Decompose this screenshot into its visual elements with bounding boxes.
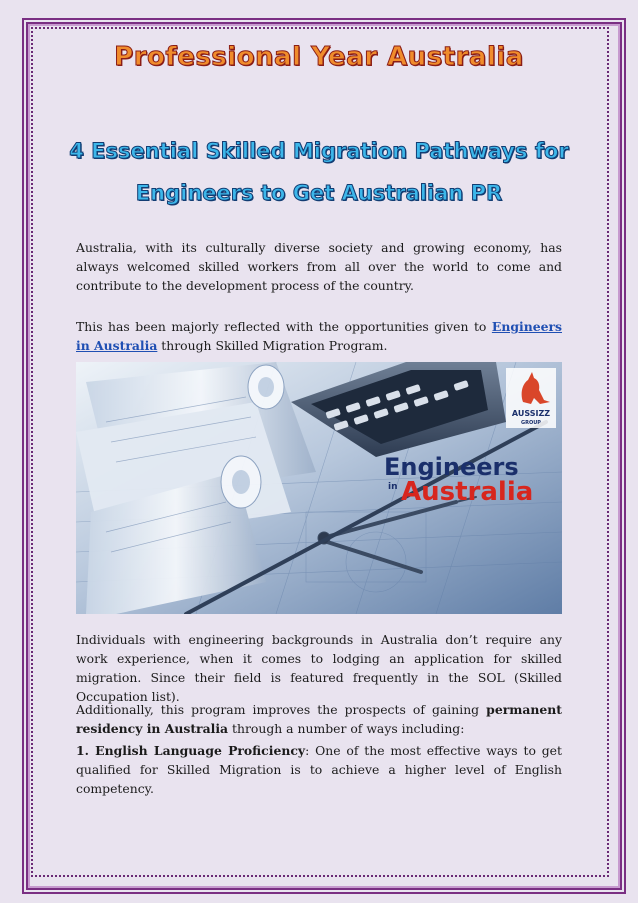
- pathway-english-proficiency: [76, 741, 562, 798]
- paragraph-additionally-prefix: Additionally, this program improves the prospects of gaining: [76, 702, 487, 717]
- paragraph-engineers-suffix: through Skilled Migration Program.: [157, 338, 388, 353]
- pathway-english-proficiency-label: 1. English Language Proficiency: [76, 743, 306, 758]
- paragraph-engineers-prefix: This has been majorly reflected with the opportunities given to: [76, 319, 492, 334]
- image-heading-engineers: Engineers: [384, 453, 519, 481]
- engineers-in-australia-image: [76, 362, 562, 614]
- page-title: Professional Year Australia: [114, 42, 524, 72]
- engineers-in-australia-link[interactable]: Engineers in Australia: [76, 319, 562, 353]
- paragraph-experience-text: Individuals with engineering backgrounds in Australia don’t require any work experience, when it comes to lodging an application for skilled migration. Since their field is featured frequently in the SOL (Skilled Occupation list).: [76, 632, 562, 704]
- blueprint-illustration: [76, 362, 562, 614]
- article-heading-line-1: 4 Essential Skilled Migration Pathways for: [69, 139, 569, 163]
- permanent-residency-emphasis: permanent residency in Australia: [76, 702, 562, 736]
- image-heading-in: in: [388, 482, 398, 492]
- paragraph-engineers-text: [76, 317, 562, 355]
- paragraph-experience: [76, 630, 562, 706]
- paragraph-additionally: [76, 700, 562, 738]
- article-heading: [60, 130, 578, 214]
- paragraph-intro-text: Australia, with its culturally diverse society and growing economy, has always welcomed skilled workers from all over the world to come and contribute to the development process of the country.: [76, 240, 562, 293]
- paragraph-intro: [76, 238, 562, 295]
- paragraph-additionally-text: [76, 700, 562, 738]
- logo-sub: GROUP: [521, 420, 541, 426]
- image-heading-australia: Australia: [401, 477, 534, 507]
- logo-name: AUSSIZZ: [511, 409, 551, 418]
- pathway-english-proficiency-text: [76, 741, 562, 798]
- pathway-english-proficiency-description: : One of the most effective ways to get qualified for Skilled Migration is to achieve a higher level of English competency.: [76, 743, 562, 796]
- article-heading-line-2: Engineers to Get Australian PR: [135, 181, 503, 205]
- paragraph-engineers: [76, 317, 562, 355]
- paragraph-additionally-suffix: through a number of ways including:: [228, 721, 465, 736]
- aussizz-logo: [506, 368, 556, 428]
